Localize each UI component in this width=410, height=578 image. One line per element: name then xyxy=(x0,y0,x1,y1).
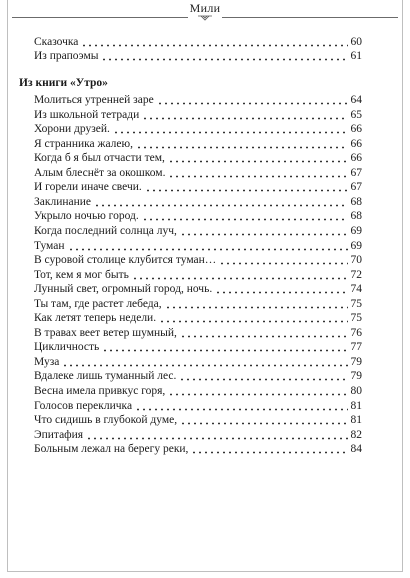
toc-entry xyxy=(34,442,362,456)
dot-leader xyxy=(168,384,347,398)
dot-leader xyxy=(219,253,347,267)
toc-entry-title: Муза xyxy=(34,356,60,368)
toc-entry-page-number: 65 xyxy=(350,109,362,121)
dot-leader xyxy=(180,224,348,238)
running-header xyxy=(0,0,410,20)
dot-leader xyxy=(81,35,347,49)
toc-entry-page-number: 70 xyxy=(350,254,362,266)
toc-entry-page-number: 69 xyxy=(350,225,362,237)
dot-leader xyxy=(159,311,347,325)
dot-leader xyxy=(132,268,348,282)
toc-entry xyxy=(34,180,362,194)
toc-entry-page-number: 81 xyxy=(350,414,362,426)
dot-leader xyxy=(168,151,348,165)
toc-entry-page-number: 60 xyxy=(350,36,362,48)
toc-entry xyxy=(34,326,362,340)
toc-entry xyxy=(34,340,362,354)
toc-entry-title: Вдалеке лишь туманный лес. xyxy=(34,370,177,382)
toc-entry xyxy=(34,311,362,325)
running-header-title: Мили xyxy=(189,1,221,15)
toc-entry-title: Молиться утренней заре xyxy=(34,94,154,106)
dot-leader xyxy=(142,108,347,122)
toc-entry-page-number: 72 xyxy=(350,269,362,281)
dot-leader xyxy=(157,93,348,107)
toc-entry-title: Больным лежал на берегу реки, xyxy=(34,443,189,455)
dot-leader xyxy=(180,326,348,340)
toc-entry-title: Укрыло ночью город. xyxy=(34,210,139,222)
toc-entry-page-number: 76 xyxy=(350,327,362,339)
toc-entry xyxy=(34,399,362,413)
toc-entry-page-number: 68 xyxy=(350,196,362,208)
toc-entry-title: Голосов перекличка xyxy=(34,400,133,412)
section-heading: Из книги «Утро» xyxy=(19,77,108,89)
toc-entry xyxy=(34,268,362,282)
toc-entry-title: Что сидишь в глубокой думе, xyxy=(34,414,178,426)
toc-entry-page-number: 84 xyxy=(350,443,362,455)
toc-entry xyxy=(34,224,362,238)
toc-entry xyxy=(34,369,362,383)
toc-entry-title: Хорони друзей. xyxy=(34,123,110,135)
toc-entry xyxy=(34,108,362,122)
toc-entry-title: Когда последний солнца луч, xyxy=(34,225,177,237)
header-rule-left xyxy=(12,17,188,18)
dot-leader xyxy=(113,122,348,136)
toc-entry-page-number: 82 xyxy=(350,429,362,441)
toc-entry xyxy=(34,239,362,253)
toc-entry-title: Я странника жалею, xyxy=(34,138,133,150)
toc-entry-page-number: 66 xyxy=(350,138,362,150)
toc-entry xyxy=(34,355,362,369)
toc-entry-page-number: 75 xyxy=(350,312,362,324)
toc-entry xyxy=(34,93,362,107)
toc-entry xyxy=(34,137,362,151)
toc-entry-page-number: 66 xyxy=(350,123,362,135)
dot-leader xyxy=(145,180,348,194)
toc-entry-page-number: 66 xyxy=(350,152,362,164)
toc-entry xyxy=(34,413,362,427)
toc-entry-title: Заклинание xyxy=(34,196,92,208)
toc-entry-title: Из школьной тетради xyxy=(34,109,140,121)
toc-entry xyxy=(34,122,362,136)
toc-entry-title: Сказочка xyxy=(34,36,79,48)
dot-leader xyxy=(180,413,347,427)
toc-entry xyxy=(34,384,362,398)
toc-entry-page-number: 79 xyxy=(350,370,362,382)
dot-leader xyxy=(86,428,347,442)
toc-entry xyxy=(34,166,362,180)
dot-leader xyxy=(68,239,348,253)
toc-entry-page-number: 68 xyxy=(350,210,362,222)
toc-entry xyxy=(34,35,362,49)
dot-leader xyxy=(191,442,347,456)
toc-entry xyxy=(34,253,362,267)
toc-entry xyxy=(34,297,362,311)
toc-entry xyxy=(34,428,362,442)
toc-entry-title: Цикличность xyxy=(34,341,100,353)
toc-entry-title: Туман xyxy=(34,240,65,252)
toc-entry-page-number: 79 xyxy=(350,356,362,368)
header-ornament-icon xyxy=(198,15,212,21)
toc-entry-page-number: 75 xyxy=(350,298,362,310)
toc-entry xyxy=(34,209,362,223)
toc-entry-title: Весна имела привкус горя, xyxy=(34,385,166,397)
toc-entry xyxy=(34,195,362,209)
dot-leader xyxy=(101,49,347,63)
dot-leader xyxy=(62,355,347,369)
dot-leader xyxy=(136,137,348,151)
dot-leader xyxy=(179,369,347,383)
toc-entry xyxy=(34,282,362,296)
toc-entry-title: Эпитафия xyxy=(34,429,84,441)
dot-leader xyxy=(135,399,347,413)
header-rule-right xyxy=(222,17,398,18)
toc-entry-title: В травах веет ветер шумный, xyxy=(34,327,177,339)
toc-entry-title: Когда б я был отчасти тем, xyxy=(34,152,165,164)
toc-entry-page-number: 77 xyxy=(350,341,362,353)
toc-entry-title: И горели иначе свечи. xyxy=(34,181,142,193)
toc-entry-title: Лунный свет, огромный город, ночь. xyxy=(34,283,213,295)
toc-entry-page-number: 81 xyxy=(350,400,362,412)
toc-entry-title: Тот, кем я мог быть xyxy=(34,269,129,281)
toc-entry xyxy=(34,49,362,63)
toc-entry-page-number: 67 xyxy=(350,167,362,179)
dot-leader xyxy=(94,195,347,209)
toc-entry-page-number: 67 xyxy=(350,181,362,193)
toc-entry-page-number: 80 xyxy=(350,385,362,397)
toc-entry-page-number: 64 xyxy=(350,94,362,106)
dot-leader xyxy=(215,282,347,296)
toc-entry-page-number: 69 xyxy=(350,240,362,252)
dot-leader xyxy=(168,166,347,180)
toc-entry-title: В суровой столице клубится туман… xyxy=(34,254,217,266)
dot-leader xyxy=(102,340,347,354)
toc-entry-title: Ты там, где растет лебеда, xyxy=(34,298,162,310)
toc-entry-page-number: 61 xyxy=(350,50,362,62)
toc-entry-page-number: 74 xyxy=(350,283,362,295)
toc-entry-title: Алым блеснёт за окошком. xyxy=(34,167,166,179)
toc-entry-title: Как летят теперь недели. xyxy=(34,312,157,324)
toc-entry xyxy=(34,151,362,165)
dot-leader xyxy=(142,209,348,223)
toc-entry-title: Из прапоэмы xyxy=(34,50,99,62)
dot-leader xyxy=(165,297,348,311)
